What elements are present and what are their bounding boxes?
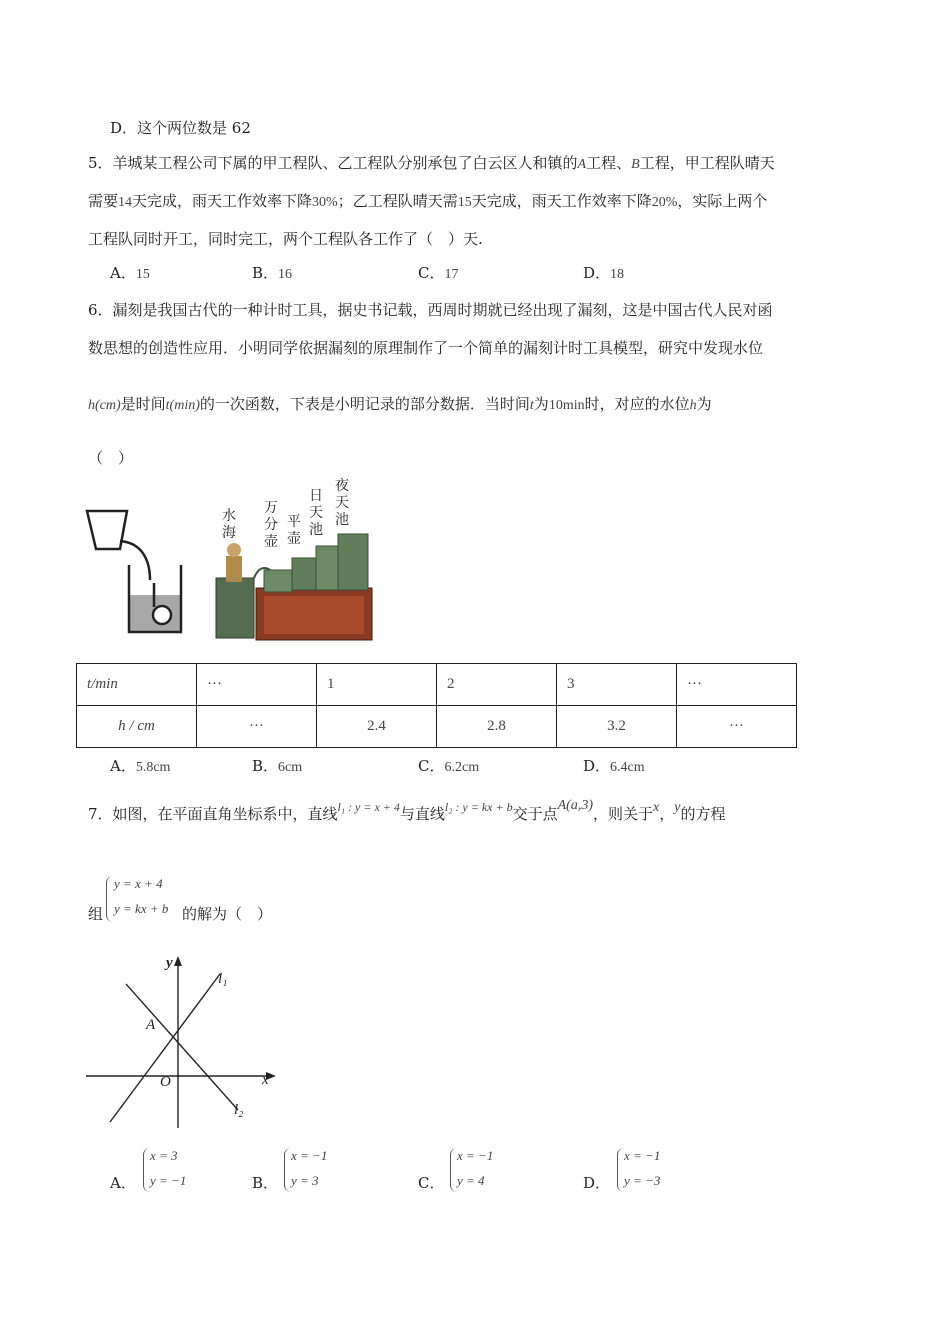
q7-option-a[interactable]: A．: [110, 1174, 136, 1192]
q7-group-word: 组: [88, 905, 104, 923]
q7-d-x: x = −1: [624, 1148, 661, 1163]
label-ritianchi: 日天池: [309, 488, 323, 538]
option-brace: [284, 1148, 291, 1192]
q6-option-a[interactable]: A．5.8cm: [110, 757, 171, 775]
q7-b-x: x = −1: [291, 1148, 328, 1163]
clepsydra-illustration: [214, 478, 376, 642]
table-cell: t/min: [77, 664, 197, 706]
table-cell: ···: [197, 664, 317, 706]
label-shuihai: 水海: [222, 508, 236, 541]
q5-line1: 5．羊城某工程公司下属的甲工程队、乙工程队分别承包了白云区人和镇的A工程、B工程，甲工程队晴天: [88, 154, 775, 172]
q7-tail: 的解为（ ）: [182, 905, 273, 923]
system-eq2: y = kx + b: [114, 901, 169, 916]
q7-line1: 7．如图，在平面直角坐标系中，直线$^{l_1 : y = x + 4}$与直线$^{l_2 : y = kx + b}$交于点A(a,3)，则关于x，y的方程: [88, 798, 726, 823]
y-axis-label: y: [166, 955, 173, 971]
option-brace: [143, 1148, 150, 1192]
table-cell: ···: [197, 706, 317, 748]
system-eq1: y = x + 4: [114, 876, 163, 891]
q6-option-d[interactable]: D．6.4cm: [583, 757, 645, 775]
table-cell: ···: [677, 706, 797, 748]
q6-option-c[interactable]: C．6.2cm: [418, 757, 480, 775]
table-cell: 2: [437, 664, 557, 706]
x-axis-label: x: [262, 1072, 269, 1088]
table-cell: 1: [317, 664, 437, 706]
label-pinghu: 平壶: [287, 514, 301, 547]
q4-option-d: D．这个两位数是 62: [110, 119, 251, 137]
option-brace: [617, 1148, 624, 1192]
q5-option-d[interactable]: D．18: [583, 264, 625, 282]
label-yetianchi: 夜天池: [335, 478, 349, 528]
q7-option-d[interactable]: D．: [583, 1174, 611, 1192]
q6-line1: 6．漏刻是我国古代的一种计时工具，据史书记载，西周时期就已经出现了漏刻，这是中国古代人民对函: [88, 301, 773, 319]
q7-c-y: y = 4: [457, 1173, 485, 1188]
table-cell: 2.4: [317, 706, 437, 748]
table-cell: h / cm: [77, 706, 197, 748]
q6-line3: h(cm)是时间t(min)的一次函数，下表是小明记录的部分数据．当时间t为10min时，对应的水位h为: [88, 395, 712, 413]
l1-label: l₁: [218, 971, 228, 987]
q6-option-b[interactable]: B．6cm: [252, 757, 303, 775]
q7-a-x: x = 3: [150, 1148, 178, 1163]
q5-option-a[interactable]: A．15: [110, 264, 150, 282]
q7-c-x: x = −1: [457, 1148, 494, 1163]
coordinate-graph: [84, 952, 284, 1132]
table-cell: ···: [677, 664, 797, 706]
l2-label: l₂: [234, 1102, 244, 1118]
q7-d-y: y = −3: [624, 1173, 661, 1188]
label-wanfenhu: 万分壶: [264, 500, 278, 550]
origin-label: O: [160, 1074, 171, 1090]
q5-option-c[interactable]: C．17: [418, 264, 459, 282]
table-row: [77, 664, 797, 706]
table-cell: 2.8: [437, 706, 557, 748]
table-cell: 3: [557, 664, 677, 706]
option-brace: [450, 1148, 457, 1192]
point-a-label: A: [146, 1017, 156, 1033]
q7-option-b[interactable]: B．: [252, 1174, 279, 1192]
q7-a-y: y = −1: [150, 1173, 187, 1188]
q6-line2: 数思想的创造性应用．小明同学依据漏刻的原理制作了一个简单的漏刻计时工具模型，研究中发现水位: [88, 339, 764, 357]
q7-option-c[interactable]: C．: [418, 1174, 445, 1192]
table-cell: 3.2: [557, 706, 677, 748]
q5-option-b[interactable]: B．16: [252, 264, 293, 282]
clepsydra-schematic: [84, 505, 184, 640]
q6-paren: （ ）: [88, 449, 134, 467]
system-brace: [106, 876, 113, 922]
q7-b-y: y = 3: [291, 1173, 319, 1188]
q5-line3: 工程队同时开工，同时完工，两个工程队各工作了（ ）天.: [88, 230, 483, 248]
table-row: [77, 706, 797, 748]
water-level-table: [76, 663, 797, 748]
q5-line2: 需要14天完成，雨天工作效率下降30%；乙工程队晴天需15天完成，雨天工作效率下降20%，实际上两个: [88, 192, 768, 210]
